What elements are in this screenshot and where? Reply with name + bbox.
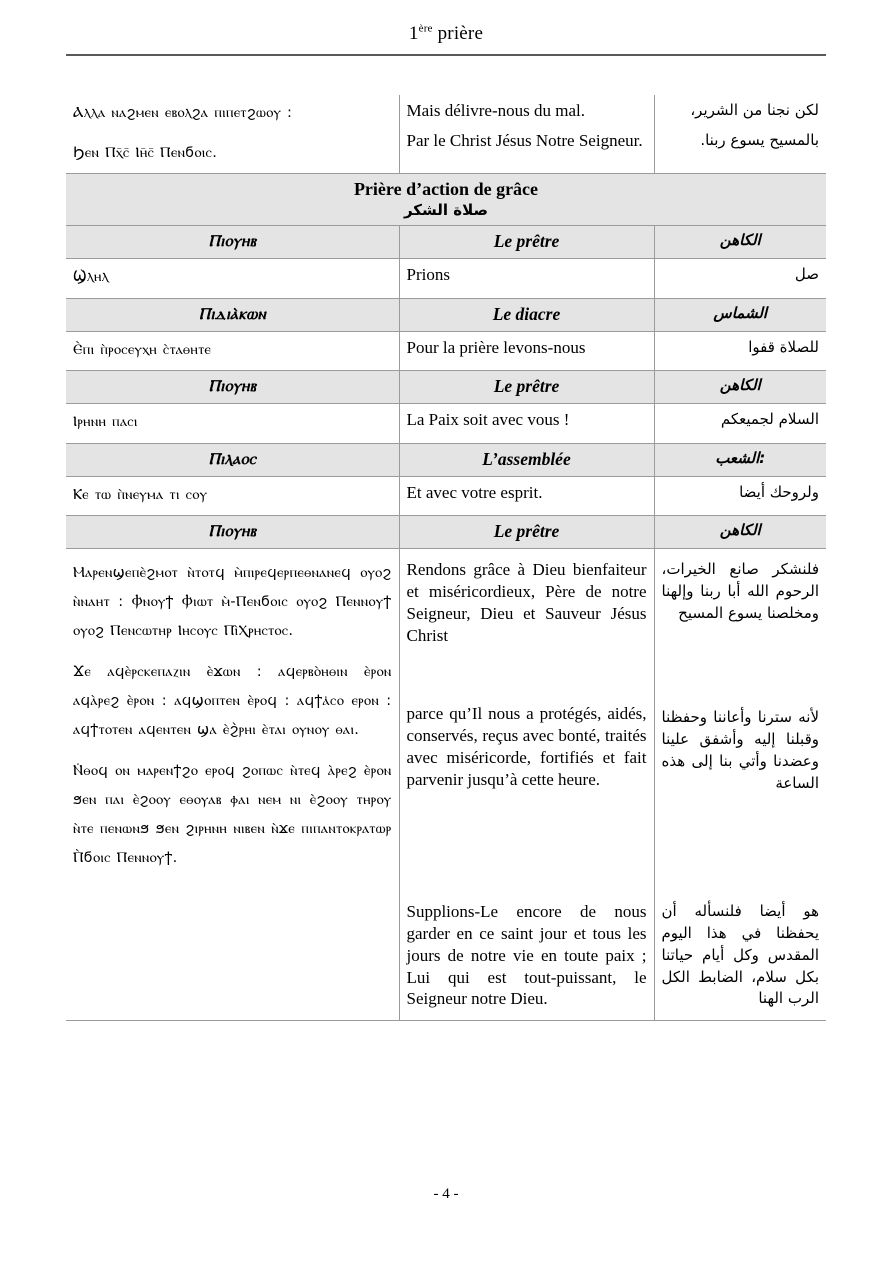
table-row (66, 259, 826, 299)
french-line: Par le Christ Jésus Notre Seigneur. (406, 130, 643, 150)
arabic-cell (654, 259, 826, 299)
coptic-paragraph: Ϫⲉ ⲁϥⲉ̀ⲣⲥⲕⲉⲡⲁⲍⲓⲛ ⲉ̀ϫⲱⲛ : ⲁϥⲉⲣⲃⲟ̀ⲏⲑⲓⲛ ⲉ̀ⲣⲟⲛ ⲁϥⲁ̀ⲣⲉϩ ⲉ̀ⲣⲟⲛ : ⲁϥϣⲟⲡⲧⲉⲛ ⲉ̀ⲣⲟϥ : ⲁϥϯⲁ̇ⲥⲟ ⲉⲣⲟⲛ : ⲁϥϯⲧⲟⲧⲉⲛ ⲁϥⲉⲛⲧⲉⲛ ϣⲁ ⲉ̀ϩ̀ⲣⲏⲓ ⲉ̀ⲧⲁⲓ ⲟⲩⲛⲟⲩ ⲑⲁⲓ. (73, 664, 392, 739)
french-cell (399, 259, 654, 299)
speaker-french-cell (399, 226, 654, 259)
liturgy-table-wrapper (66, 95, 826, 1021)
speaker-coptic-cell (66, 371, 399, 404)
page-number: - 4 - (433, 1186, 459, 1202)
speaker-arabic-label: الكاهن (719, 231, 761, 250)
speaker-arabic-cell (654, 371, 826, 404)
speaker-arabic-cell (654, 226, 826, 259)
section-title-cell (66, 174, 826, 226)
french-line: Pour la prière levons-nous (406, 337, 586, 357)
coptic-text (73, 482, 392, 510)
arabic-cell (654, 549, 826, 1021)
arabic-line: السلام لجميعكم (720, 410, 819, 429)
table-row (66, 476, 826, 516)
speaker-arabic-label: الكاهن (719, 521, 761, 540)
speaker-coptic-cell (66, 226, 399, 259)
speaker-coptic-label: Ⲡⲓⲗⲁⲟⲥ (208, 448, 257, 468)
speaker-french-label: Le prêtre (493, 521, 560, 542)
section-title-french: Prière d’action de grâce (353, 179, 539, 200)
arabic-text (662, 559, 820, 1010)
speaker-french-cell (399, 443, 654, 476)
french-cell (399, 95, 654, 174)
coptic-text (73, 409, 392, 437)
coptic-cell (66, 331, 399, 371)
speaker-row (66, 516, 826, 549)
french-text (407, 409, 647, 431)
speaker-french-label: L’assemblée (482, 448, 571, 469)
prayer-body-row (66, 549, 826, 1021)
header-divider (66, 54, 826, 56)
speaker-arabic-cell (654, 443, 826, 476)
arabic-paragraph: هو أيضا فلنسأله أن يحفظنا في هذا اليوم المقدس وكل أيام حياتنا بكل سلام، الضابط الكل الرب الهنا (661, 902, 819, 1008)
french-cell (399, 476, 654, 516)
coptic-cell (66, 259, 399, 299)
coptic-line: Ϧⲉⲛ Ⲡⲭ̄ⲥ̄ Ⲓⲏ̄ⲥ̄ Ⲡⲉⲛϭⲟⲓⲥ. (73, 144, 218, 161)
coptic-paragraph: Ⲛ̇ⲑⲟϥ ⲟⲛ ⲙⲁⲣⲉⲛϯϩⲟ ⲉⲣⲟϥ ϩⲟⲡⲱⲥ ⲛ̀ⲧⲉϥ ⲁ̀ⲣⲉϩ ⲉ̀ⲣⲟⲛ ϧⲉⲛ ⲡⲁⲓ ⲉ̀ϩⲟⲟⲩ ⲉⲑⲟⲩⲁⲃ ⲫⲁⲓ ⲛⲉⲙ ⲛⲓ ⲉ̀ϩⲟⲟⲩ ⲧⲏⲣⲟⲩ ⲛ̀ⲧⲉ ⲡⲉⲛⲱⲛϧ ϧⲉⲛ ϩⲓⲣⲏⲛⲏ ⲛⲓⲃⲉⲛ ⲛ̀ϫⲉ ⲡⲓⲡⲁⲛⲧⲟⲕⲣⲁⲧⲱⲣ Ⲡ̀ϭⲟⲓⲥ Ⲡⲉⲛⲛⲟⲩϯ. (73, 763, 392, 867)
speaker-row (66, 443, 826, 476)
french-cell (399, 404, 654, 444)
arabic-line: ولروحك أيضا (739, 482, 819, 501)
speaker-row (66, 226, 826, 259)
french-text (407, 337, 647, 359)
coptic-cell (66, 476, 399, 516)
coptic-text (73, 100, 392, 167)
table-row (66, 95, 826, 174)
arabic-line: لكن نجنا من الشرير، (690, 101, 819, 119)
french-paragraph: Rendons grâce à Dieu bienfaiteur et miséricordieux, Père de notre Seigneur, Dieu et Sauveur Jésus Christ (406, 560, 647, 645)
running-header (66, 24, 826, 56)
french-line: Et avec votre esprit. (406, 482, 543, 502)
coptic-text (73, 337, 392, 365)
page-title (66, 24, 826, 45)
speaker-french-cell (399, 298, 654, 331)
speaker-coptic-label: Ⲡⲓⲇⲓⲁ̀ⲕⲱⲛ (198, 303, 267, 323)
table-row (66, 331, 826, 371)
coptic-line: Ϣ̀ⲗⲏⲗ (73, 269, 109, 286)
speaker-arabic-label: الشماس (713, 303, 768, 322)
french-text (407, 100, 647, 152)
french-text (407, 482, 647, 504)
french-line: Prions (406, 265, 450, 285)
speaker-arabic-label: الكاهن (719, 376, 761, 395)
speaker-french-label: Le prêtre (493, 231, 560, 252)
french-line: Mais délivre-nous du mal. (406, 101, 585, 120)
speaker-row (66, 371, 826, 404)
arabic-cell (654, 331, 826, 371)
coptic-cell (66, 95, 399, 174)
section-title-row (66, 174, 826, 226)
speaker-coptic-cell (66, 443, 399, 476)
speaker-arabic-label: الشعب: (715, 448, 766, 467)
coptic-line: Ⲉ̀ⲡⲓ ⲡ̀ⲣⲟⲥⲉⲩⲭⲏ ⲥ̀ⲧⲁⲑⲏⲧⲉ (73, 341, 212, 358)
speaker-french-label: Le prêtre (493, 376, 560, 397)
coptic-line: Ⲕⲉ ⲧⲱ ⲡ̀ⲛⲉⲩⲙⲁ ⲧⲓ ⲥⲟⲩ (73, 486, 208, 503)
french-text (407, 264, 647, 286)
coptic-cell (66, 549, 399, 1021)
french-paragraph: Supplions-Le encore de nous garder en ce saint jour et tous les jours de notre vie en toute paix ; Lui qui est tout-puissant, le Seigneur notre Dieu. (406, 902, 647, 1009)
coptic-line: Ⲁⲗⲗⲁ ⲛⲁϩⲙⲉⲛ ⲉⲃⲟⲗϩⲁ ⲡⲓⲡⲉⲧϩⲱⲟⲩ : (73, 105, 293, 121)
page-title-word: prière (432, 23, 484, 44)
coptic-text (73, 559, 392, 873)
arabic-cell (654, 404, 826, 444)
french-cell (399, 331, 654, 371)
page-title-number: 1 (408, 23, 419, 44)
speaker-coptic-label: Ⲡⲓⲟⲩⲏⲃ (208, 231, 257, 251)
page-title-ordinal-suffix: ère (418, 22, 433, 35)
arabic-text (662, 409, 820, 431)
speaker-coptic-cell (66, 516, 399, 549)
speaker-french-label: Le diacre (492, 303, 561, 324)
arabic-text (662, 482, 820, 504)
speaker-coptic-label: Ⲡⲓⲟⲩⲏⲃ (208, 376, 257, 396)
french-text (407, 559, 647, 1010)
speaker-french-cell (399, 371, 654, 404)
french-line: La Paix soit avec vous ! (406, 410, 570, 430)
page-footer (0, 1186, 892, 1203)
table-row (66, 404, 826, 444)
coptic-line: Ⲓⲣⲏⲛⲏ ⲡⲁⲥⲓ (73, 414, 138, 431)
arabic-line: بالمسيح يسوع ربنا. (700, 130, 819, 149)
arabic-paragraph: فلنشكر صانع الخيرات، الرحوم الله أبا ربنا وإلهنا ومخلصنا يسوع المسيح (661, 560, 819, 622)
arabic-line: للصلاة قفوا (748, 337, 819, 356)
speaker-arabic-cell (654, 516, 826, 549)
arabic-text (662, 100, 820, 152)
speaker-coptic-cell (66, 298, 399, 331)
liturgy-table (66, 95, 826, 1021)
section-title-arabic: صلاة الشكر (403, 201, 489, 220)
speaker-arabic-cell (654, 298, 826, 331)
french-paragraph: parce qu’Il nous a protégés, aidés, conservés, reçus avec bonté, traités avec miséricorde, fortifiés et fait parvenir jusqu’à cette heure. (406, 704, 647, 789)
coptic-cell (66, 404, 399, 444)
arabic-cell (654, 95, 826, 174)
speaker-french-cell (399, 516, 654, 549)
coptic-text (73, 264, 392, 292)
arabic-text (662, 337, 820, 359)
arabic-text (662, 264, 820, 286)
speaker-row (66, 298, 826, 331)
arabic-line: صل (794, 265, 819, 284)
arabic-paragraph: لأنه سترنا وأعاننا وحفظنا وقبلنا إليه وأشفق علينا وعضدنا وأتي بنا إلى هذه الساعة (661, 708, 819, 792)
speaker-coptic-label: Ⲡⲓⲟⲩⲏⲃ (208, 521, 257, 541)
french-cell (399, 549, 654, 1021)
arabic-cell (654, 476, 826, 516)
coptic-paragraph: Ⲙⲁⲣⲉⲛϣⲉⲡⲉ̀ϩⲙⲟⲧ ⲛ̀ⲧⲟⲧϥ ⲙ̀ⲡⲓⲣⲉϥⲉⲣⲡⲉⲑⲛⲁⲛⲉϥ ⲟⲩⲟϩ ⲛ̀ⲛⲁⲏⲧ : Ⲫ̇ⲛⲟⲩϯ Ⲫ̇ⲓⲱⲧ ⲙ̀-Ⲡⲉⲛϭⲟⲓⲥ ⲟⲩⲟϩ Ⲡⲉⲛⲛⲟⲩϯ ⲟⲩⲟϩ Ⲡⲉⲛⲥⲱⲧⲏⲣ Ⲓⲏⲥⲟⲩⲥ Ⲡⲓ̀Ⲭⲣⲏⲥⲧⲟⲥ. (73, 565, 392, 640)
